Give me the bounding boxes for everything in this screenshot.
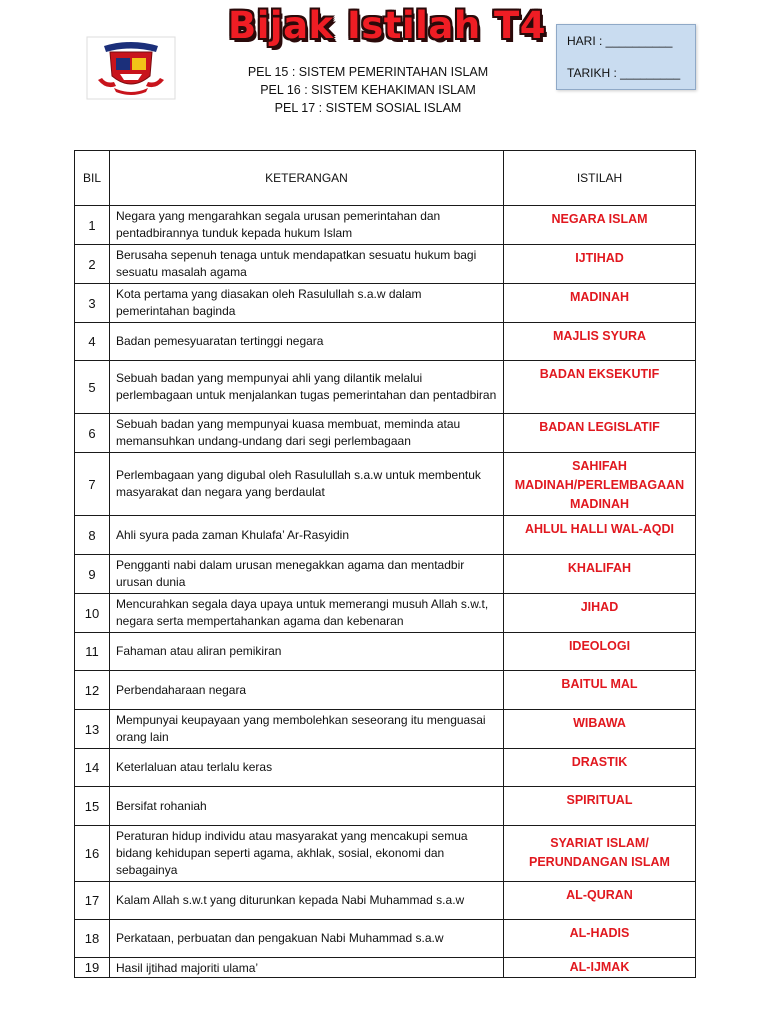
row-description: Peraturan hidup individu atau masyarakat yang mencakupi semua bidang kehidupan seperti agama, akhlak, sosial, ekonomi dan sebagainya: [110, 826, 504, 882]
row-term: SYARIAT ISLAM/ PERUNDANGAN ISLAM: [504, 826, 696, 882]
date-box: [556, 24, 696, 90]
row-description: Badan pemesyuaratan tertinggi negara: [110, 323, 504, 361]
row-term: WIBAWA: [504, 710, 696, 749]
table-row: [75, 710, 696, 749]
row-number: 13: [75, 710, 110, 749]
table-row: [75, 958, 696, 978]
table-row: [75, 920, 696, 958]
row-number: 9: [75, 555, 110, 594]
row-number: 5: [75, 361, 110, 414]
row-number: 16: [75, 826, 110, 882]
subheading-pel-17: PEL 17 : SISTEM SOSIAL ISLAM: [274, 101, 462, 115]
page-title: Bijak Istilah T4: [228, 4, 547, 47]
row-description: Perkataan, perbuatan dan pengakuan Nabi Muhammad s.a.w: [110, 920, 504, 958]
table-header-row: [75, 151, 696, 206]
row-term: MAJLIS SYURA: [504, 323, 696, 361]
terms-table: [74, 150, 696, 978]
row-number: 14: [75, 749, 110, 787]
table-row: [75, 882, 696, 920]
row-description: Sebuah badan yang mempunyai kuasa membuat, meminda atau memansuhkan undang-undang dari segi perlembagaan: [110, 414, 504, 453]
row-description: Mencurahkan segala daya upaya untuk memerangi musuh Allah s.w.t, negara serta mempertahankan agama dan kebenaran: [110, 594, 504, 633]
row-description: Negara yang mengarahkan segala urusan pemerintahan dan pentadbirannya tunduk kepada hukum Islam: [110, 206, 504, 245]
row-number: 19: [75, 958, 110, 978]
subheading-pel-16: PEL 16 : SISTEM KEHAKIMAN ISLAM: [260, 83, 476, 97]
row-number: 17: [75, 882, 110, 920]
hari-field[interactable]: HARI : __________: [567, 34, 673, 48]
row-number: 8: [75, 516, 110, 555]
table-row: [75, 787, 696, 826]
table-row: [75, 516, 696, 555]
header-istilah: ISTILAH: [504, 151, 696, 206]
table-row: [75, 245, 696, 284]
row-term: BAITUL MAL: [504, 671, 696, 710]
row-number: 7: [75, 453, 110, 516]
row-term: BADAN LEGISLATIF: [504, 414, 696, 453]
row-description: Bersifat rohaniah: [110, 787, 504, 826]
row-term: AL-HADIS: [504, 920, 696, 958]
row-term: MADINAH: [504, 284, 696, 323]
row-number: 2: [75, 245, 110, 284]
table-row: [75, 555, 696, 594]
row-term: JIHAD: [504, 594, 696, 633]
table-row: [75, 323, 696, 361]
row-description: Perbendaharaan negara: [110, 671, 504, 710]
row-description: Kalam Allah s.w.t yang diturunkan kepada Nabi Muhammad s.a.w: [110, 882, 504, 920]
row-description: Ahli syura pada zaman Khulafa’ Ar-Rasyidin: [110, 516, 504, 555]
row-number: 12: [75, 671, 110, 710]
row-term: KHALIFAH: [504, 555, 696, 594]
row-term: IDEOLOGI: [504, 633, 696, 671]
row-term: AL-IJMAK: [504, 958, 696, 978]
row-term: AL-QURAN: [504, 882, 696, 920]
tarikh-field[interactable]: TARIKH : _________: [567, 66, 681, 80]
table-row: [75, 414, 696, 453]
table-row: [75, 206, 696, 245]
header-bil: BIL: [75, 151, 110, 206]
row-term: AHLUL HALLI WAL-AQDI: [504, 516, 696, 555]
row-number: 6: [75, 414, 110, 453]
row-description: Perlembagaan yang digubal oleh Rasulullah s.a.w untuk membentuk masyarakat dan negara yang berdaulat: [110, 453, 504, 516]
table-row: [75, 594, 696, 633]
header-keterangan: KETERANGAN: [110, 151, 504, 206]
row-number: 10: [75, 594, 110, 633]
row-number: 3: [75, 284, 110, 323]
row-number: 4: [75, 323, 110, 361]
table-row: [75, 826, 696, 882]
row-description: Fahaman atau aliran pemikiran: [110, 633, 504, 671]
table-row: [75, 361, 696, 414]
row-description: Sebuah badan yang mempunyai ahli yang dilantik melalui perlembagaan untuk menjalankan tugas pemerintahan dan pentadbiran: [110, 361, 504, 414]
row-term: SAHIFAH MADINAH/PERLEMBAGAAN MADINAH: [504, 453, 696, 516]
row-description: Keterlaluan atau terlalu keras: [110, 749, 504, 787]
row-term: BADAN EKSEKUTIF: [504, 361, 696, 414]
row-description: Berusaha sepenuh tenaga untuk mendapatkan sesuatu hukum bagi sesuatu masalah agama: [110, 245, 504, 284]
table-row: [75, 749, 696, 787]
row-term: DRASTIK: [504, 749, 696, 787]
row-term: NEGARA ISLAM: [504, 206, 696, 245]
row-number: 1: [75, 206, 110, 245]
row-description: Pengganti nabi dalam urusan menegakkan agama dan mentadbir urusan dunia: [110, 555, 504, 594]
row-term: IJTIHAD: [504, 245, 696, 284]
row-description: Kota pertama yang diasakan oleh Rasulullah s.a.w dalam pemerintahan baginda: [110, 284, 504, 323]
row-number: 18: [75, 920, 110, 958]
row-term: SPIRITUAL: [504, 787, 696, 826]
table-row: [75, 284, 696, 323]
row-number: 11: [75, 633, 110, 671]
table-row: [75, 633, 696, 671]
row-number: 15: [75, 787, 110, 826]
row-description: Mempunyai keupayaan yang membolehkan seseorang itu menguasai orang lain: [110, 710, 504, 749]
table-row: [75, 671, 696, 710]
subheading-pel-15: PEL 15 : SISTEM PEMERINTAHAN ISLAM: [247, 65, 489, 79]
row-description: Hasil ijtihad majoriti ulama’: [110, 958, 504, 978]
table-row: [75, 453, 696, 516]
